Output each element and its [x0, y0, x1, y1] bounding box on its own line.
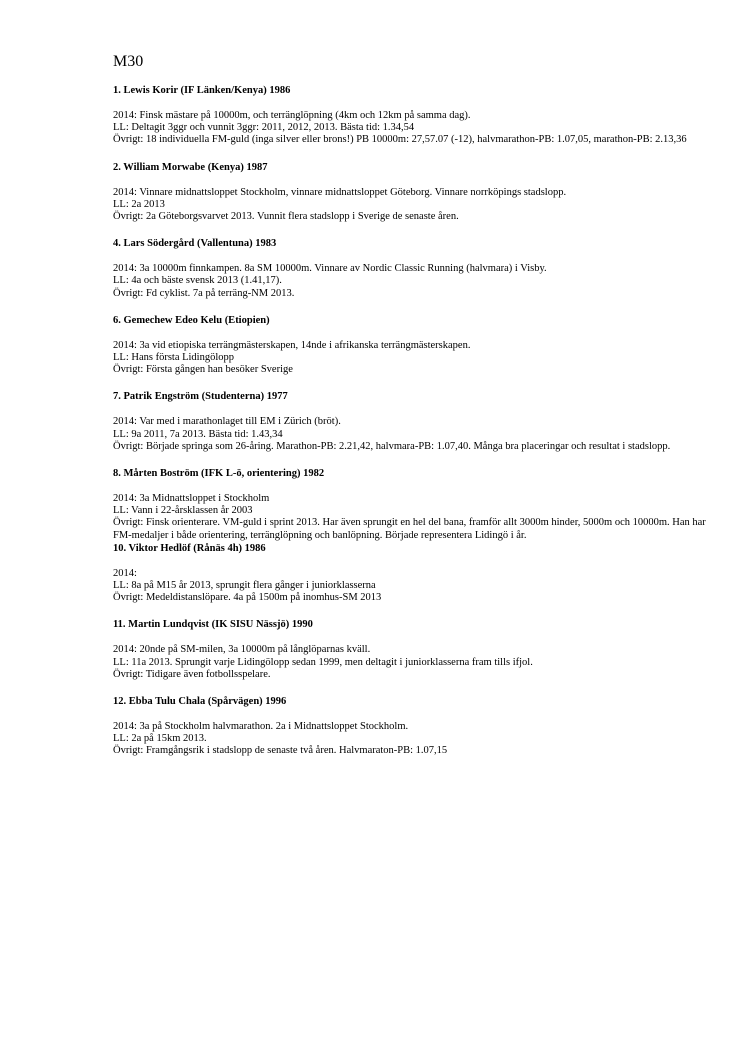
detail-line: 2014: 3a på Stockholm halvmarathon. 2a i Midnattsloppet Stockholm. [113, 721, 409, 733]
runner-entry [113, 237, 713, 300]
runner-heading: 1. Lewis Korir (IF Länken/Kenya) 1986 [113, 85, 291, 96]
entry-list [113, 84, 713, 758]
runner-entry [113, 390, 713, 453]
runner-entry [113, 467, 713, 542]
runner-entry [113, 314, 713, 377]
runner-heading: 11. Martin Lundqvist (IK SISU Nässjö) 1990 [113, 619, 313, 631]
detail-line: LL: 9a 2011, 7a 2013. Bästa tid: 1.43,34 [113, 428, 283, 440]
runner-heading: 12. Ebba Tulu Chala (Spårvägen) 1996 [113, 696, 287, 708]
runner-entry [113, 542, 713, 605]
runner-details [113, 568, 713, 605]
detail-line: LL: 2a 2013 [113, 198, 165, 210]
runner-heading: 6. Gemechew Edeo Kelu (Etiopien) [113, 314, 270, 326]
detail-line: Övrigt: 2a Göteborgsvarvet 2013. Vunnit flera stadslopp i Sverige de senaste åren. [113, 211, 459, 223]
detail-line: 2014: 20nde på SM-milen, 3a 10000m på långlöparnas kväll. [113, 644, 371, 656]
detail-line: Övrigt: Fd cyklist. 7a på terräng-NM 2013. [113, 287, 295, 299]
detail-line: Övrigt: Finsk orienterare. VM-guld i sprint 2013. Har även sprungit en hel del bana, framför allt 3000m hinder, 5000m och 10000m. Han har FM-medaljer i både orientering, terränglöpning och banlöpning. Började representera Lidingö i år. [113, 517, 706, 541]
runner-heading: 7. Patrik Engström (Studenterna) 1977 [113, 391, 288, 403]
runner-details [113, 721, 713, 758]
detail-line: LL: Hans första Lidingölopp [113, 352, 235, 364]
runner-entry [113, 161, 713, 224]
runner-details [113, 493, 713, 542]
detail-line: Övrigt: Medeldistanslöpare. 4a på 1500m på inomhus-SM 2013 [113, 592, 382, 604]
runner-heading: 10. Viktor Hedlöf (Rånäs 4h) 1986 [113, 542, 266, 554]
detail-line: 2014: 3a vid etiopiska terrängmästerskapen, 14nde i afrikanska terrängmästerskapen. [113, 339, 471, 351]
detail-line: LL: 11a 2013. Sprungit varje Lidingölopp sedan 1999, men deltagit i juniorklasserna fram tills ifjol. [113, 656, 533, 668]
detail-line: LL: 8a på M15 år 2013, sprungit flera gånger i juniorklasserna [113, 580, 376, 592]
runner-entry [113, 618, 713, 681]
runner-details [113, 644, 713, 681]
page-title: M30 [113, 53, 144, 70]
detail-line: 2014: [113, 567, 137, 579]
detail-line: LL: Vann i 22-årsklassen år 2003 [113, 505, 253, 517]
runner-entry [113, 84, 713, 147]
detail-line: 2014: Vinnare midnattsloppet Stockholm, vinnare midnattsloppet Göteborg. Vinnare norrköpings stadslopp. [113, 186, 567, 198]
detail-line: 2014: Var med i marathonlaget till EM i Zürich (bröt). [113, 416, 341, 428]
detail-line: 2014: Finsk mästare på 10000m, och terränglöpning (4km och 12km på samma dag). [113, 110, 471, 121]
runner-heading: 4. Lars Södergård (Vallentuna) 1983 [113, 238, 277, 250]
runner-details [113, 263, 713, 300]
runner-entry [113, 695, 713, 758]
detail-line: Övrigt: Framgångsrik i stadslopp de senaste två åren. Halvmaraton-PB: 1.07,15 [113, 745, 448, 757]
detail-line: Övrigt: Tidigare även fotbollsspelare. [113, 668, 271, 680]
runner-details [113, 340, 713, 377]
detail-line: Övrigt: Första gången han besöker Sverige [113, 364, 293, 376]
runner-details [113, 416, 713, 453]
runner-details [113, 187, 713, 224]
document-page [113, 52, 713, 772]
detail-line: LL: 2a på 15km 2013. [113, 733, 207, 745]
detail-line: LL: Deltagit 3ggr och vunnit 3ggr: 2011, 2012, 2013. Bästa tid: 1.34,54 [113, 122, 415, 134]
detail-line: 2014: 3a 10000m finnkampen. 8a SM 10000m. Vinnare av Nordic Classic Running (halvmara) i Visby. [113, 263, 547, 275]
runner-heading: 8. Mårten Boström (IFK L-ö, orientering) 1982 [113, 468, 325, 480]
detail-line: 2014: 3a Midnattsloppet i Stockholm [113, 493, 270, 505]
detail-line: Övrigt: Började springa som 26-åring. Marathon-PB: 2.21,42, halvmara-PB: 1.07,40. Många bra placeringar och resultat i stadslopp. [113, 440, 671, 452]
detail-line: Övrigt: 18 individuella FM-guld (inga silver eller brons!) PB 10000m: 27,57.07 (-12), halvmarathon-PB: 1.07,05, marathon-PB: 2.13,36 [113, 134, 687, 146]
runner-details [113, 110, 713, 147]
detail-line: LL: 4a och bäste svensk 2013 (1.41,17). [113, 275, 282, 287]
runner-heading: 2. William Morwabe (Kenya) 1987 [113, 161, 268, 173]
